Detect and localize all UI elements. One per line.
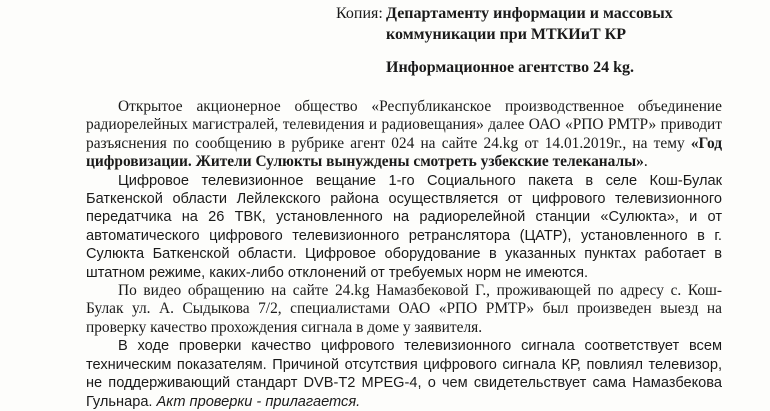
copy-label: Копия: (336, 5, 383, 22)
article-title: «Год цифровизации. Жители Сулюкты вынуждены смотреть узбекские телеканалы» (86, 134, 722, 171)
paragraph-4 (86, 337, 722, 411)
paragraph-1 (86, 98, 722, 172)
copy-block (336, 3, 673, 45)
attachment-note: Акт проверки - прилагается. (156, 393, 361, 410)
paragraph-1-end: . (643, 153, 648, 171)
copy-addressee (386, 3, 673, 45)
copy-addressee-line-1: Департаменту информации и массовых (386, 5, 673, 22)
paragraph-1-text: Открытое акционерное общество «Республиканское производственное объединение радиорелейных магистралей, телевидения и радиовещания» далее ОАО «РПО РМТР» приводит разъяснения по сообщению в рубрике агент 024 на сайте 24.kg от 14.01.2019г., на тему (86, 98, 722, 152)
paragraph-3: По видео обращению на сайте 24.kg Намазбековой Г., проживающей по адресу с. Кош-Булак ул. А. Сыдыкова 7/2, специалистами ОАО «РПО РМТР» был произведен выезд на проверку качество прохождения сигнала в доме у заявителя. (86, 282, 722, 336)
letter-body (86, 98, 722, 411)
agency-recipient: Информационное агентство 24 kg. (386, 59, 634, 76)
paragraph-4-text: В ходе проверки качество цифрового телевизионного сигнала соответствует всем техническим показателям. Причиной отсутствия цифрового сигнала КР, повлиял телевизор, не поддерживающий стандарт DVB-T2 MPEG-4, о чем свидетельствует сама Намазбекова Гульнара. (86, 338, 722, 410)
paragraph-2: Цифровое телевизионное вещание 1-го Социального пакета в селе Кош-Булак Баткенской области Лейлекского района осуществляется от цифрового телевизионного передатчика на 26 ТВК, установленного на радиорелейной станции «Сулюкта», и от автоматического цифрового телевизионного ретранслятора (ЦАТР), установленного в г. Сулюкта Баткенской области. Цифровое оборудование в указанных пунктах работает в штатном режиме, каких-либо отклонений от требуемых норм не имеются. (86, 172, 722, 281)
copy-addressee-line-2: коммуникации при МТКИиТ КР (386, 26, 626, 43)
